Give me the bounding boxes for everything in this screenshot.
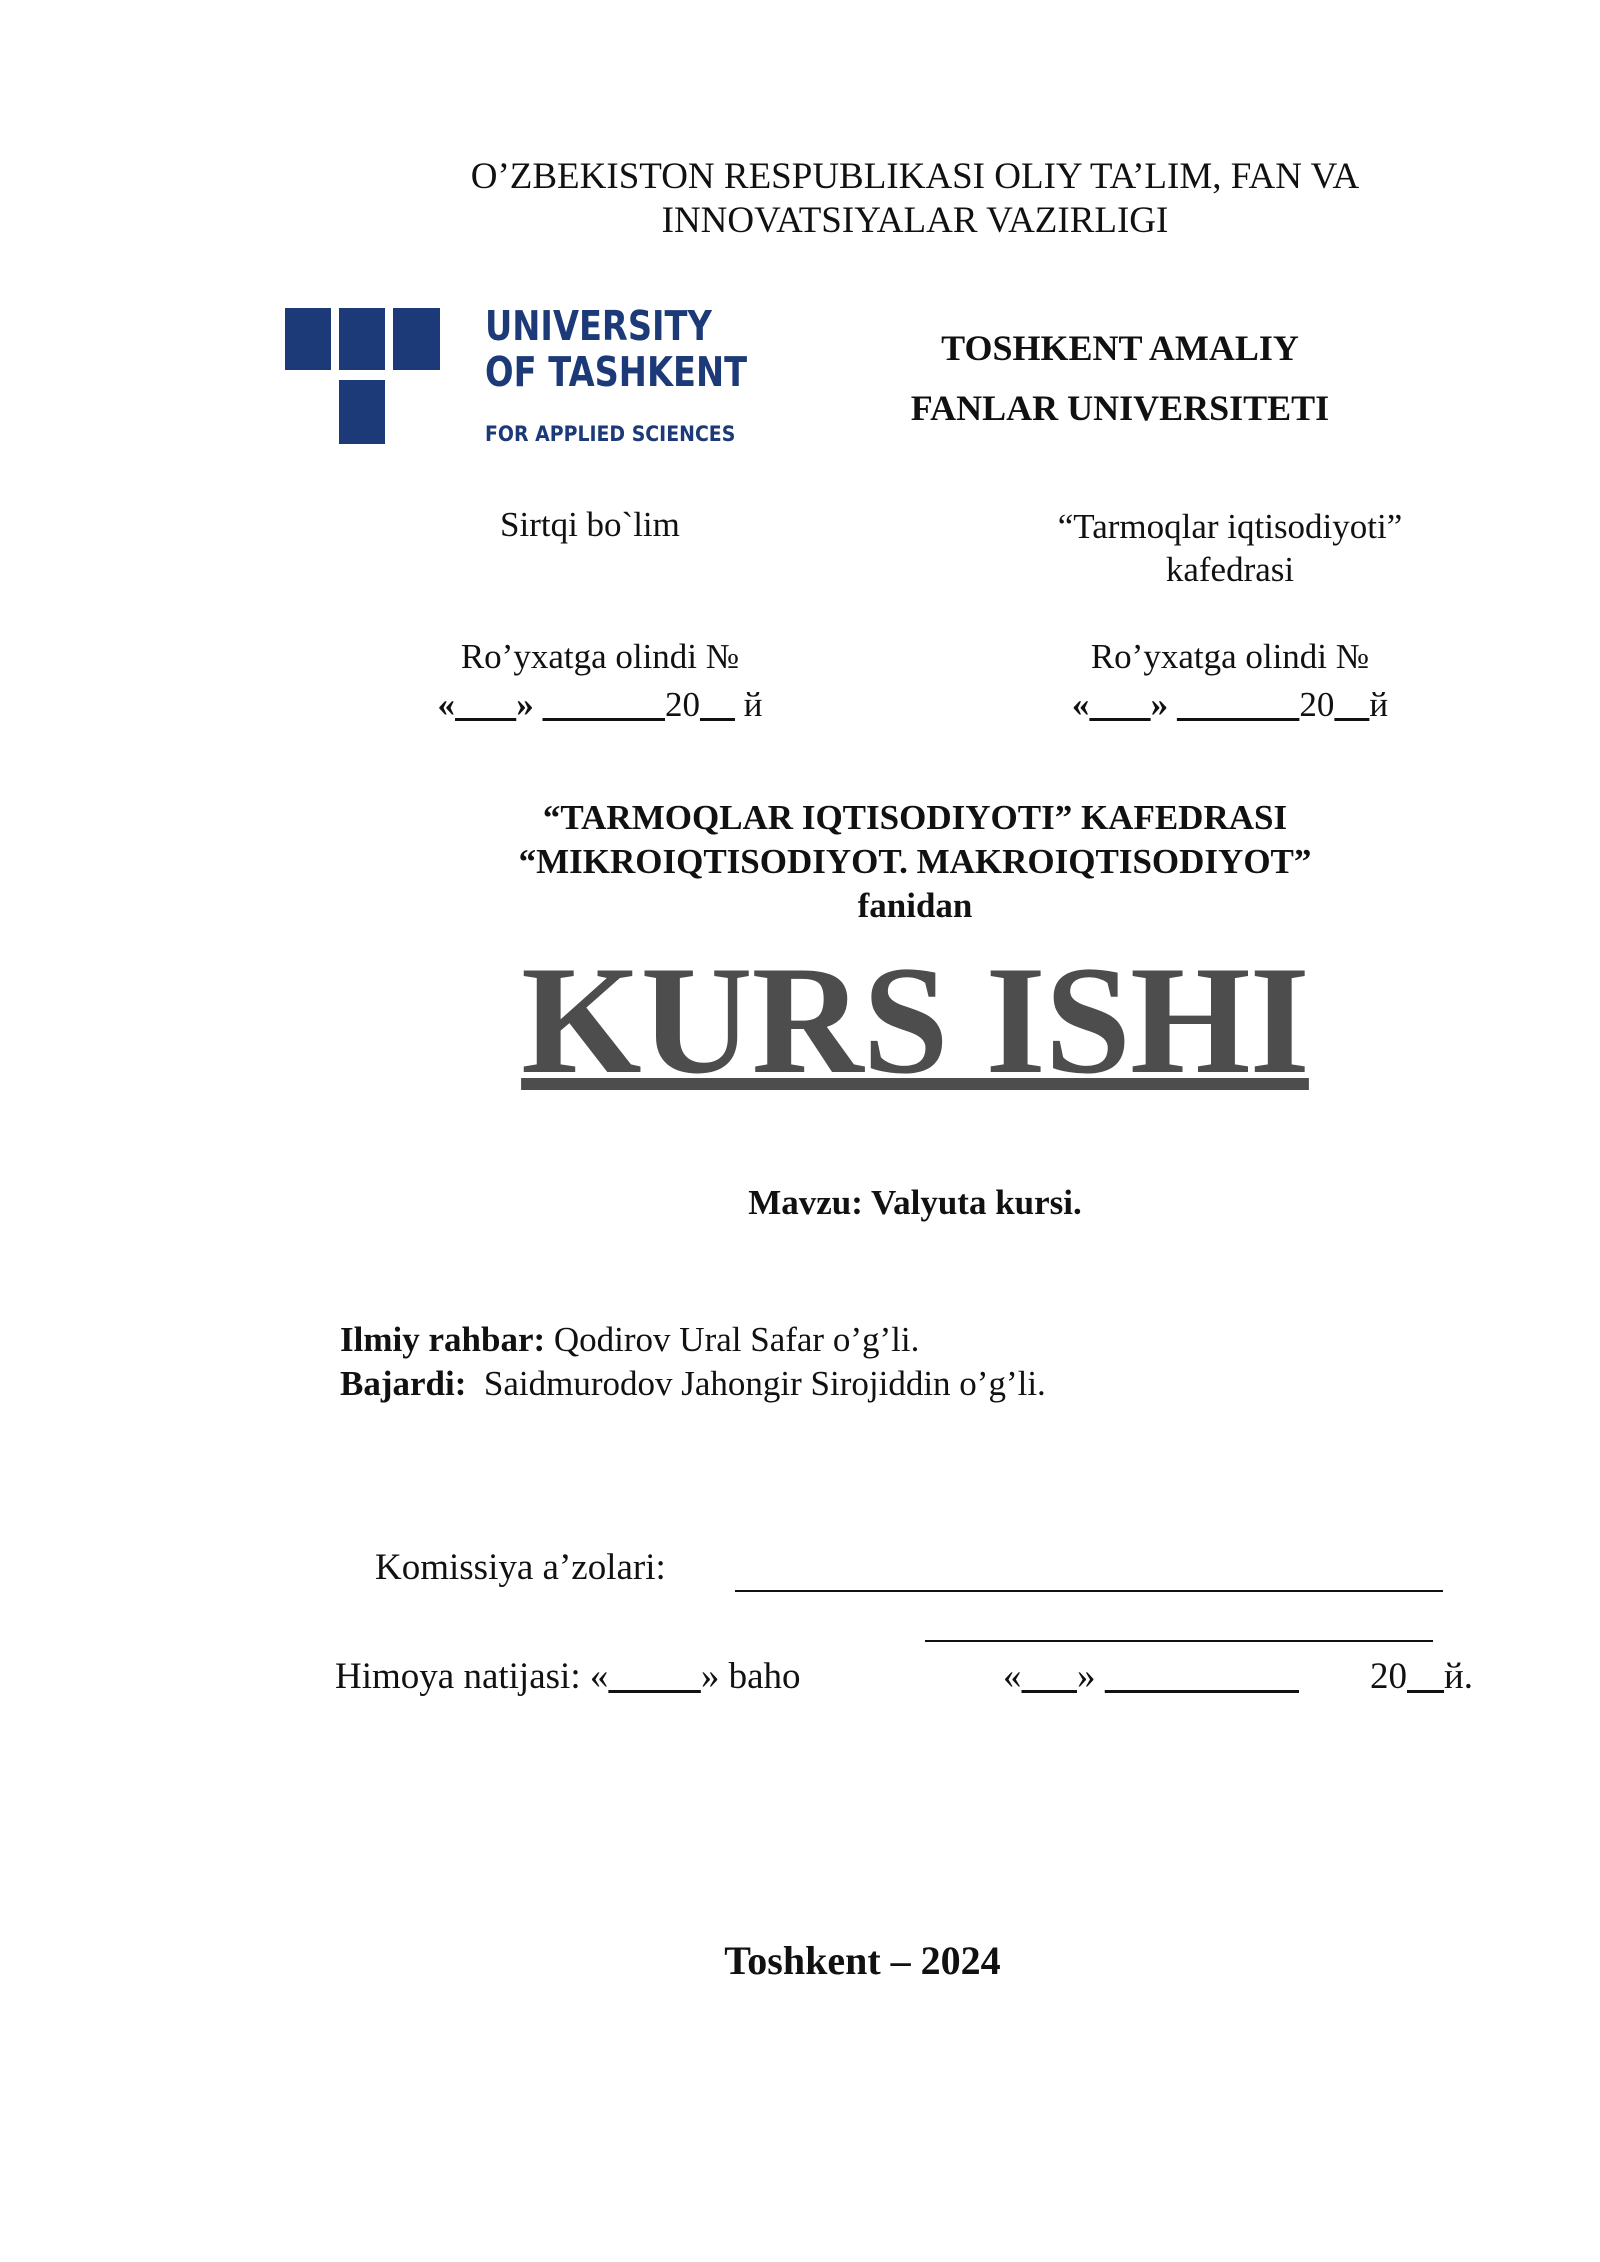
- author-line: [340, 1362, 1046, 1406]
- main-title: KURS ISHI: [521, 934, 1309, 1106]
- registration-label: Ro’yxatga olindi №: [1090, 637, 1370, 676]
- registration-label: Ro’yxatga olindi №: [460, 637, 740, 676]
- university-line-1: TOSHKENT AMALIY: [941, 328, 1299, 368]
- university-logo-icon: [285, 308, 440, 446]
- division-label: Sirtqi bo`lim: [500, 505, 680, 544]
- ministry-header: [0, 155, 1600, 243]
- ministry-line-2: INNOVATSIYALAR VAZIRLIGI: [661, 200, 1169, 241]
- department-title-line-2: “MIKROIQTISODIYOT. MAKROIQTISODIYOT”: [518, 842, 1312, 881]
- author-name: Saidmurodov Jahongir Sirojiddin o’g’li.: [483, 1364, 1046, 1403]
- supervisor-name: Qodirov Ural Safar o’g’li.: [553, 1320, 920, 1359]
- commission-label: Komissiya a’zolari:: [375, 1547, 666, 1588]
- department-header-line-2: kafedrasi: [1165, 550, 1295, 589]
- supervisor-label: Ilmiy rahbar:: [340, 1320, 546, 1359]
- people-block: [340, 1318, 1046, 1406]
- department-title-line-1: “TARMOQLAR IQTISODIYOTI” KAFEDRASI: [542, 798, 1288, 837]
- commission-signature-line-1: [735, 1590, 1443, 1592]
- logo-line-2: OF TASHKENT: [485, 348, 748, 396]
- ministry-line-1: O’ZBEKISTON RESPUBLIKASI OLIY TA’LIM, FAN VA: [470, 156, 1360, 197]
- commission-signature-line-2: [925, 1640, 1433, 1642]
- defense-date: « »: [1003, 1656, 1096, 1697]
- university-logo-text: [485, 303, 805, 446]
- topic: Mavzu: Valyuta kursi.: [748, 1183, 1082, 1222]
- department-header: [1010, 505, 1450, 591]
- department-header-line-1: “Tarmoqlar iqtisodiyoti”: [1057, 507, 1403, 546]
- department-title: [0, 796, 1600, 928]
- registration-date-line: « » 20 й: [437, 685, 763, 724]
- defense-result: Himoya natijasi: « » baho: [335, 1656, 801, 1697]
- logo-line-1: UNIVERSITY: [485, 302, 712, 350]
- department-title-line-3: fanidan: [857, 886, 973, 925]
- registration-date-line: « » 20 й: [1071, 685, 1389, 724]
- city-year: Toshkent – 2024: [724, 1938, 1001, 1983]
- supervisor-line: [340, 1318, 1046, 1362]
- university-name: [860, 318, 1380, 438]
- defense-year: 20 й.: [1370, 1656, 1474, 1697]
- university-line-2: FANLAR UNIVERSITETI: [910, 388, 1330, 428]
- registration-left: [400, 633, 800, 729]
- logo-line-3: FOR APPLIED SCIENCES: [485, 422, 736, 446]
- author-label: Bajardi:: [340, 1364, 467, 1403]
- registration-right: [1030, 633, 1430, 729]
